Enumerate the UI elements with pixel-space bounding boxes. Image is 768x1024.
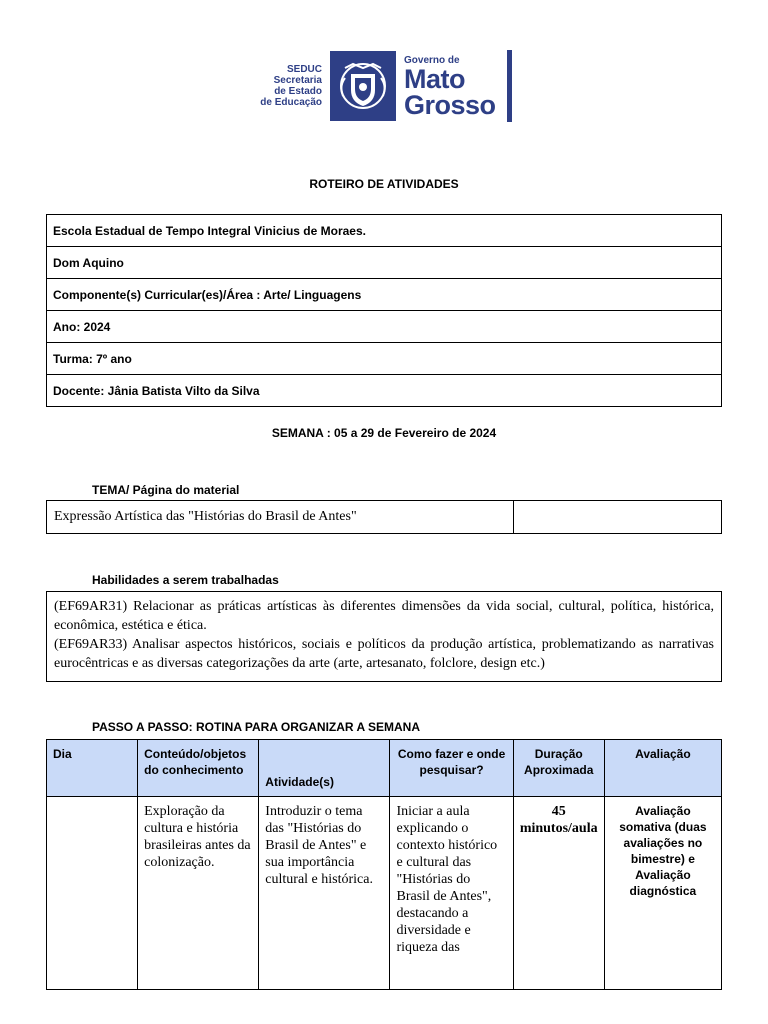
seduc-line: Secretaria — [273, 75, 322, 86]
seduc-text — [258, 64, 322, 108]
cell-conteudo: Exploração da cultura e história brasileiras antes da colonização. — [138, 797, 259, 990]
gov-line2: Grosso — [404, 89, 496, 120]
city: Dom Aquino — [47, 247, 722, 279]
seduc-line: de Estado — [274, 86, 322, 97]
cell-dia — [47, 797, 138, 990]
header-avaliacao: Avaliação — [604, 740, 721, 797]
coat-of-arms-icon — [330, 51, 396, 121]
school-name: Escola Estadual de Tempo Integral Vinicius de Moraes. — [47, 215, 722, 247]
cell-atividade: Introduzir o tema das "Histórias do Brasil de Antes" e sua importância cultural e histórica. — [259, 797, 390, 990]
passo-table — [46, 739, 722, 990]
habilidade-item: (EF69AR33) Analisar aspectos históricos, sociais e políticos da produção artística, problematizando as narrativas eurocêntricas e as diversas categorizações da arte (arte, artesanato, folclore, design etc.) — [54, 637, 714, 671]
header-como: Como fazer e onde pesquisar? — [390, 740, 513, 797]
gov-line1: Mato — [404, 63, 465, 94]
header-dia: Dia — [47, 740, 138, 797]
gov-small: Governo de — [404, 54, 460, 66]
table-row — [47, 797, 722, 990]
header-atividade: Atividade(s) — [259, 740, 390, 797]
tema-label: TEMA/ Página do material — [92, 483, 240, 497]
ano: Ano: 2024 — [47, 311, 722, 343]
cell-duracao: 45 minutos/aula — [513, 797, 604, 990]
table-row — [47, 343, 722, 375]
logo-bar — [507, 50, 512, 122]
seduc-line: SEDUC — [286, 64, 322, 75]
tema-box — [46, 500, 722, 534]
header-conteudo: Conteúdo/objetos do conhecimento — [138, 740, 259, 797]
docente: Docente: Jânia Batista Vilto da Silva — [47, 375, 722, 407]
cell-como: Iniciar a aula explicando o contexto histórico e cultural das "Histórias do Brasil de Antes", destacando a diversidade e riqueza das — [390, 797, 513, 990]
table-header-row — [47, 740, 722, 797]
tema-value: Expressão Artística das "Histórias do Brasil de Antes" — [47, 501, 514, 533]
cell-avaliacao: Avaliação somativa (duas avaliações no bimestre) e Avaliação diagnóstica — [604, 797, 721, 990]
table-row — [47, 311, 722, 343]
table-row — [47, 215, 722, 247]
header-duracao: Duração Aproximada — [513, 740, 604, 797]
seduc-line: de Educação — [260, 97, 322, 108]
habilidade-item: (EF69AR31) Relacionar as práticas artísticas às diferentes dimensões da vida social, cultural, política, histórica, econômica, estética e ética. — [54, 599, 714, 633]
table-row — [47, 375, 722, 407]
semana-heading: SEMANA : 05 a 29 de Fevereiro de 2024 — [271, 426, 497, 440]
habilidades-label: Habilidades a serem trabalhadas — [92, 573, 279, 587]
table-row — [47, 247, 722, 279]
gov-logo-text — [404, 55, 496, 118]
habilidades-box — [46, 591, 722, 682]
page-title: ROTEIRO DE ATIVIDADES — [309, 177, 459, 191]
info-table — [46, 214, 722, 407]
turma: Turma: 7º ano — [47, 343, 722, 375]
header-logo — [258, 48, 496, 124]
table-row — [47, 279, 722, 311]
componente: Componente(s) Curricular(es)/Área : Arte/ Linguagens — [47, 279, 722, 311]
passo-label: PASSO A PASSO: ROTINA PARA ORGANIZAR A SEMANA — [92, 720, 421, 734]
